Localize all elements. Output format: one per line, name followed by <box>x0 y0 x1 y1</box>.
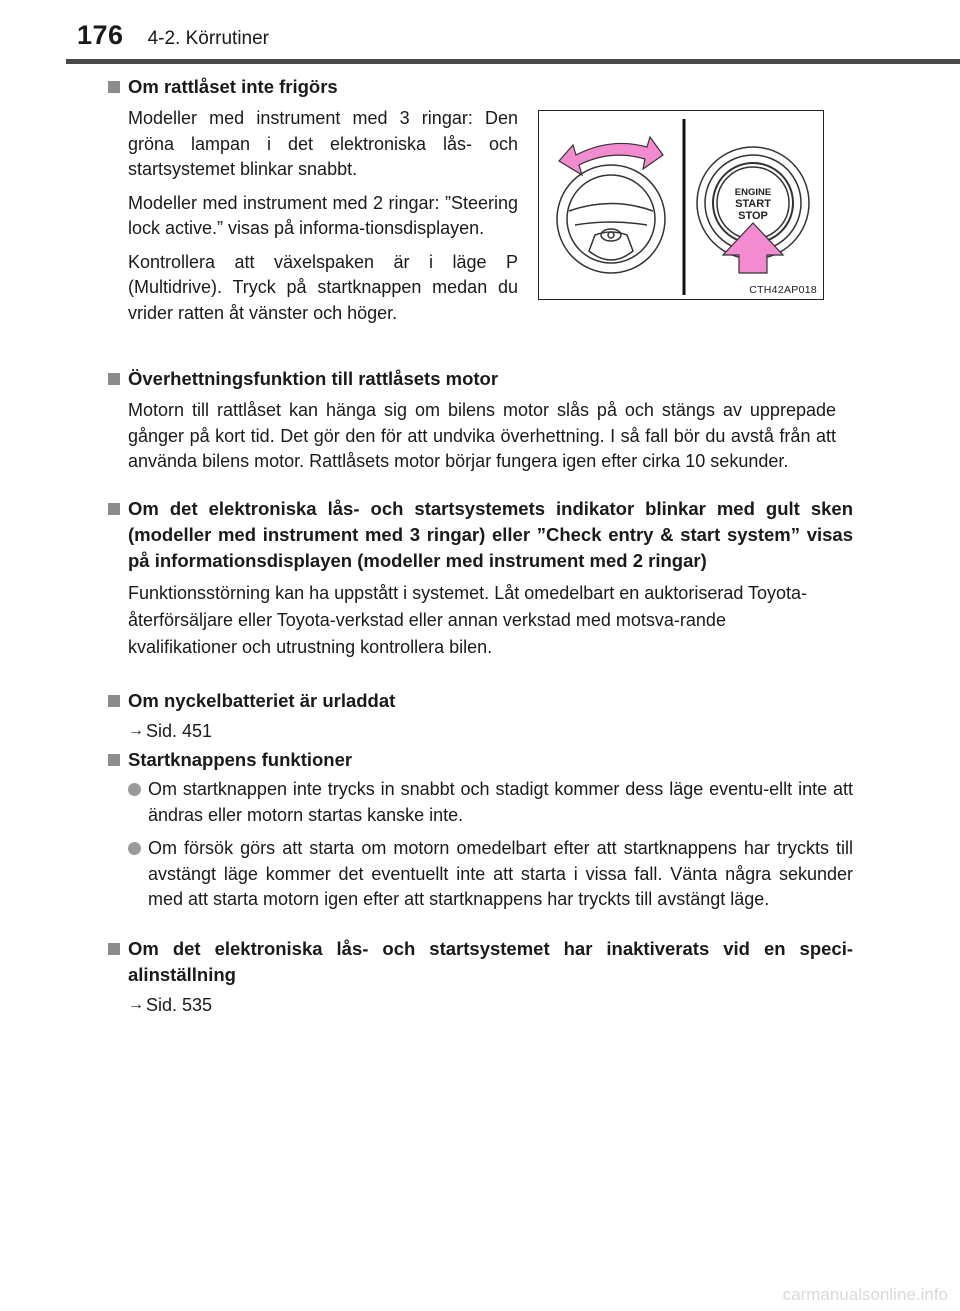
list-item: Om försök görs att starta om motorn omedelbart efter att startknappens har tryckts till avstängt läge kommer det eventuellt inte att starta i vissa fall. Vänta några sekunder med att starta motorn igen efter att startknappens har tryckts till avstängt läge. <box>108 836 853 913</box>
paragraph: Modeller med instrument med 3 ringar: Den gröna lampan i det elektroniska lås- och startsystemet blinkar snabbt. <box>128 108 518 179</box>
paragraph: Funktionsstörning kan ha uppstått i systemet. Låt omedelbart en auktoriserad Toyota-återförsäljare eller Toyota-verkstad eller annan verkstad med motsva-rande kvalifikationer och utrustning kontrollera bilen. <box>128 583 808 657</box>
button-label-line: ENGINE <box>734 187 772 198</box>
illustration-svg <box>539 111 823 299</box>
page-reference-link[interactable]: → Sid. 535 <box>108 992 853 1018</box>
section-key-battery <box>108 688 853 744</box>
page-reference-link[interactable]: → Sid. 451 <box>108 718 853 744</box>
section-title: Startknappens funktioner <box>108 747 853 773</box>
section-start-button-functions <box>108 747 853 913</box>
square-bullet-icon <box>108 943 120 955</box>
button-label-line: STOP <box>738 210 768 222</box>
press-arrow-icon <box>723 223 783 273</box>
paragraph: Modeller med instrument med 2 ringar: ”Steering lock active.” visas på informa-tionsdisplayen. <box>128 192 518 238</box>
illustration-steering-wheel-start-button <box>538 110 824 300</box>
page-header <box>77 20 269 51</box>
section-title: Om rattlåset inte frigörs <box>108 74 518 100</box>
steering-wheel-icon <box>557 165 665 273</box>
square-bullet-icon <box>108 695 120 707</box>
square-bullet-icon <box>108 81 120 93</box>
paragraph: Motorn till rattlåset kan hänga sig om bilens motor slås på och stängs av upprepade gånger på kort tid. Det gör den för att undvika överhettning. I så fall bör du avstå från att använda bilens motor. Rattlåsets motor börjar fungera igen efter cirka 10 sekunder. <box>128 400 836 471</box>
paragraph: Kontrollera att växelspaken är i läge P (Multidrive). Tryck på startknappen medan du vrider ratten åt vänster och höger. <box>128 251 518 323</box>
circle-bullet-icon <box>128 783 141 796</box>
arrow-right-icon: → <box>128 996 144 1013</box>
page-number: 176 <box>77 20 124 50</box>
section-title: Om det elektroniska lås- och startsystemet har inaktiverats vid en speci-alinställning <box>108 936 853 988</box>
section-title: Överhettningsfunktion till rattlåsets motor <box>108 366 836 392</box>
section-overheating <box>108 366 836 475</box>
section-indicator-blinks <box>108 496 853 661</box>
square-bullet-icon <box>108 373 120 385</box>
figure-code: CTH42AP018 <box>749 284 817 296</box>
section-steering-lock <box>108 74 518 326</box>
square-bullet-icon <box>108 503 120 515</box>
chapter-title: 4-2. Körrutiner <box>147 28 270 49</box>
square-bullet-icon <box>108 754 120 766</box>
section-system-deactivated <box>108 936 853 1018</box>
list-item: Om startknappen inte trycks in snabbt och stadigt kommer dess läge eventu-ellt inte att ändras eller motorn startas kanske inte. <box>108 777 853 828</box>
rotate-arrow-icon <box>559 137 663 175</box>
circle-bullet-icon <box>128 842 141 855</box>
header-divider <box>66 59 960 64</box>
watermark: carmanualsonline.info <box>782 1285 948 1304</box>
section-title: Om det elektroniska lås- och startsystemets indikator blinkar med gult sken (modeller med instrument med 3 ringar) eller ”Check entry & start system” visas på informationsdisplayen (modeller med instrument med 2 ringar) <box>108 496 853 574</box>
arrow-right-icon: → <box>128 722 144 739</box>
button-label-line: START <box>735 198 771 210</box>
section-title: Om nyckelbatteriet är urladdat <box>108 688 853 714</box>
